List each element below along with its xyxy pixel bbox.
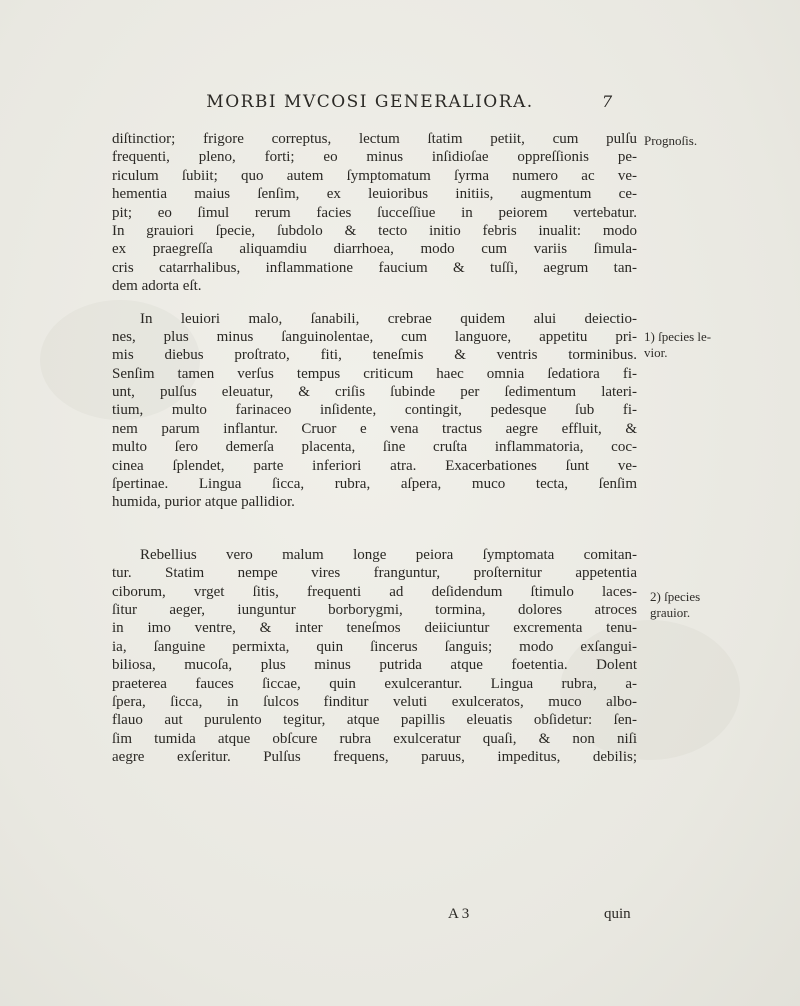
running-title: MORBI MVCOSI GENERALIORA. bbox=[206, 92, 534, 112]
paragraph-gap bbox=[112, 296, 637, 310]
text-line: ſim tumida atque obſcure rubra exulceratur quaſi, & non niſi bbox=[112, 730, 637, 747]
text-line: nem parum inflantur. Cruor e vena tractus aegre effluit, & bbox=[112, 420, 637, 437]
text-line: In grauiori ſpecie, ſubdolo & tecto initio febris inualit: modo bbox=[112, 222, 637, 239]
text-line: riculum ſubiit; quo autem ſymptomatum ſyrma numero ac ve- bbox=[112, 167, 637, 184]
text-line: unt, pulſus eleuatur, & criſis ſubinde per ſedimentum lateri- bbox=[112, 384, 637, 401]
text-line: aegre exſeritur. Pulſus frequens, paruus, impeditus, debilis; bbox=[112, 749, 637, 766]
text-line: ex praegreſſa aliquamdiu diarrhoea, modo cum variis ſimula- bbox=[112, 241, 637, 258]
text-line: biliosa, mucoſa, plus minus putrida atque foetentia. Dolent bbox=[112, 657, 637, 674]
text-line: Senſim tamen verſus tempus criticum haec omnia ſedatiora fi- bbox=[112, 365, 637, 382]
text-line: cinea ſplendet, parte inferiori atra. Exacerbationes ſunt ve- bbox=[112, 457, 637, 474]
text-line: ſpera, ſicca, in ſulcos finditur veluti exulceratos, muco albo- bbox=[112, 693, 637, 710]
text-line: multo ſero demerſa placenta, ſine cruſta inflammatoria, coc- bbox=[112, 439, 637, 456]
text-line: flauo aut purulento tegitur, atque papillis eleuatis obſidetur: ſen- bbox=[112, 712, 637, 729]
text-line: ciborum, vrget ſitis, frequenti ad deſidendum ſtimulo laces- bbox=[112, 583, 637, 600]
text-line: Rebellius vero malum longe peiora ſymptomata comitan- bbox=[140, 546, 637, 563]
signature-mark: A 3 bbox=[448, 906, 470, 922]
text-line: tur. Statim nempe vires franguntur, proſternitur appetentia bbox=[112, 565, 637, 582]
margin-note-species-gravior-cont: grauior. bbox=[650, 605, 691, 620]
text-line: praeterea fauces ſiccae, quin exulcerantur. Lingua rubra, a- bbox=[112, 675, 637, 692]
margin-note-species-gravior: 2) ſpecies bbox=[650, 589, 701, 604]
text-line: ia, ſanguine permixta, quin ſincerus ſanguis; modo exſangui- bbox=[112, 638, 637, 655]
paragraph-gap bbox=[112, 512, 637, 546]
margin-note-species-levior: 1) ſpecies le- bbox=[644, 329, 712, 344]
text-line: dem adorta eſt. bbox=[112, 278, 202, 295]
text-line: pit; eo ſimul rerum facies ſucceſſiue in peiorem vertebatur. bbox=[112, 204, 637, 221]
margin-note-prognosis: Prognoſis. bbox=[644, 133, 698, 148]
text-line: cris catarrhalibus, inflammatione faucium & tuſſi, aegrum tan- bbox=[112, 259, 637, 276]
text-line: ſitur aeger, iunguntur borborygmi, tormina, dolores atroces bbox=[112, 601, 637, 618]
text-line: tium, multo farinaceo inſidente, contingit, pedesque ſub fi- bbox=[112, 402, 637, 419]
text-line: frequenti, pleno, forti; eo minus inſidioſae oppreſſionis pe- bbox=[112, 149, 637, 166]
text-line: humida, purior atque pallidior. bbox=[112, 494, 295, 511]
margin-note-species-levior-cont: vior. bbox=[644, 345, 668, 360]
text-line: In leuiori malo, ſanabili, crebrae quidem alui deiectio- bbox=[140, 310, 637, 327]
text-line: nes, plus minus ſanguinolentae, cum languore, appetitu pri- bbox=[112, 328, 637, 345]
text-line: in imo ventre, & inter teneſmos deiiciuntur excrementa tenu- bbox=[112, 620, 637, 637]
text-line: mis diebus proſtrato, fiti, teneſmis & ventris torminibus. bbox=[112, 347, 637, 364]
text-line: diſtinctior; frigore correptus, lectum ſtatim petiit, cum pulſu bbox=[112, 131, 637, 147]
text-line: hementia maius ſenſim, ex leuioribus initiis, augmentum ce- bbox=[112, 186, 637, 203]
catchword: quin bbox=[604, 906, 631, 922]
body-text bbox=[112, 130, 637, 767]
text-line: ſpertinae. Lingua ſicca, rubra, aſpera, muco tecta, ſenſim bbox=[112, 476, 637, 493]
page-number: 7 bbox=[602, 92, 613, 111]
